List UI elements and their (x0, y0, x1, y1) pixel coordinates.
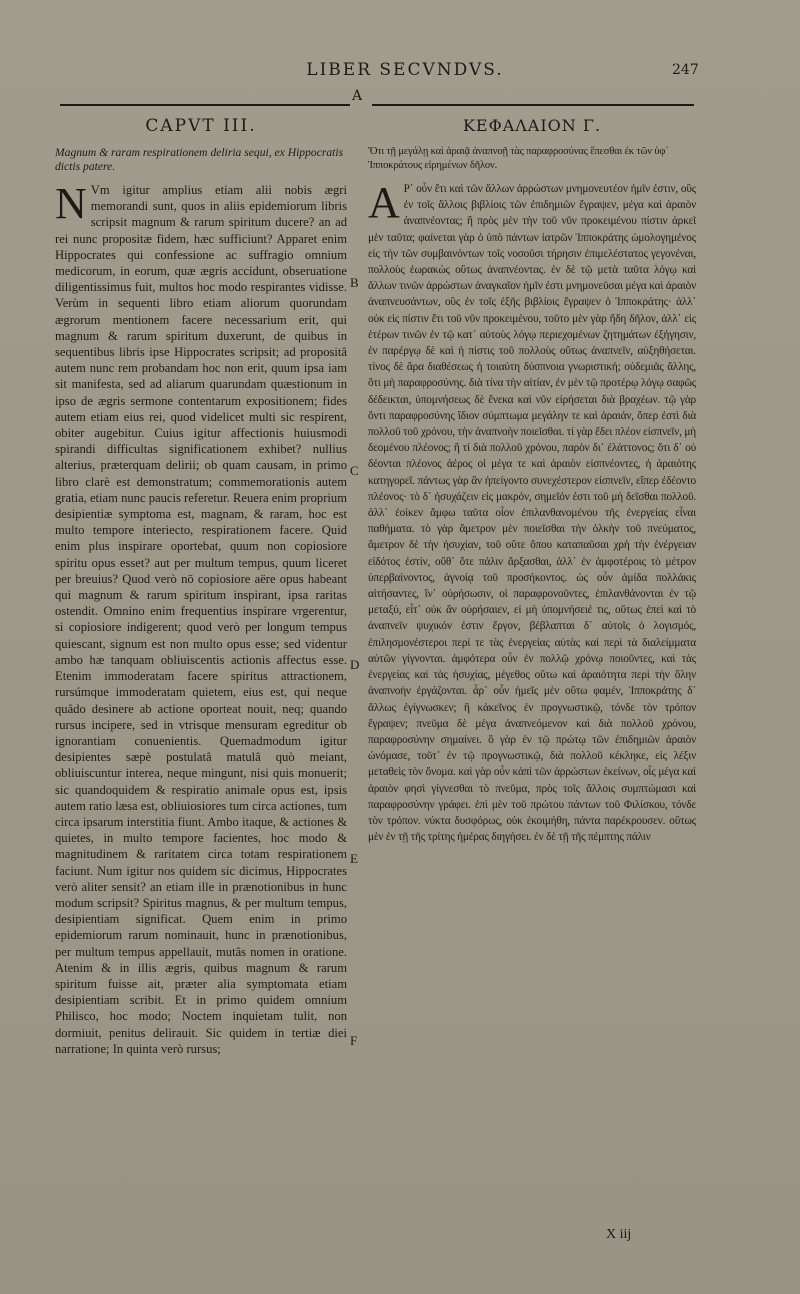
page-number: 247 (672, 62, 699, 78)
latin-chapter-summary: Magnum & raram respirationem deliria sequi, ex Hippocratis dictis patere. (55, 146, 344, 173)
signature-mark: X iij (606, 1227, 632, 1242)
section-letter: A (352, 88, 363, 104)
greek-chapter-summary: Ὅτι τῇ μεγάλῃ καὶ ἀραιᾷ ἀναπνοῇ τὰς παραφροσύνας ἕπεσθαι ἐκ τῶν ὑφ᾽ Ἱπποκράτους εἰρημένων δῆλον. (368, 146, 669, 171)
header-rule-left (60, 104, 350, 106)
header-rule-right (372, 104, 694, 106)
greek-dropcap: Α (368, 178, 400, 227)
latin-body-text (55, 179, 347, 1057)
greek-column (368, 112, 696, 1222)
latin-column (55, 112, 347, 1222)
margin-letter-e: E (350, 851, 358, 866)
running-title: LIBER SECVNDVS. (306, 60, 504, 80)
margin-letter-c: C (350, 463, 359, 478)
latin-body: Vm igitur amplius etiam alii nobis ægri memorandi sunt, quos in aliis epidemiorum libris scripsit magnum & rarum spiritum ducere? an ad rei nunc propositæ fidem, hæc sufficiunt? Apparet enim Hippocrates qui confessione ac suffragio omnium medicorum, in eorum, quæ ægris accidunt, obseruatione diligentissimus fuit, multos hoc modo respirantes vidisse. Verùm in sequenti libro etiam aliorum quorundam ægrorum mentionem facere necessarium erit, qui magnum & rarum spiritum duxerunt, de quibus in sequentibus libris ipse Hippocrates scripsit; ad propositâ autem nunc rem probandam hoc non erit, quum ipsa iam sit manifesta, sed ad aliarum quarundam quæstionum in ipso de ægris sermone contentarum expositionem; fides autem etiam eius rei, quod videlicet multi sic respirent, obiter augebitur. Cuius igitur affectionis huiusmodi spirandi difficultas significationem exhibet? nullius alterius, præterquam delirii; ob quam causam, in primo libro clarè est demonstratum; commemorationis autem gratia, etiam nunc paucis referetur. Reuera enim proprium desipientiæ symptoma est, magnam, & raram, hoc est multo tempore interiecto, respirationem facere. Quid enim plus inspirare oportebat, quum non copiosiore spiritu opus esset? aut per multum tempus, quum liceret per breuius? Quod verò nō copiosiore aëre opus habeant qui magnum & rarum spiritum inspirant, ipsa raritas ostendit. Omnino enim frequentius inspirare vrgerentur, si copiosiore indigerent; quod verò per longum tempus quiescant, signum est non multo opus esse; sed videntur ambo hæ tanquam obliuiscentis actionis affectus esse. Etenim immoderatam facere spiritus attractionem, rursúmque immoderatam quietem, eius est, qui neque quâdo desinere ab actione oporteat nouit, neq; quando rursus incipere, sed in vtrisque mensuram egreditur ob ignorantiam conuenientis. Quemadmodum igitur desipientes sæpè postulatâ matulâ quò meiant, obliuiscuntur interea, neque mingunt, nisi quis monuerit; sic quandoquidem & respiratio animale opus est, ipsis autem ratio læsa est, obliuiosiores tum circa actiones, tum circa ipsarum interstitia fiunt. Ambo itaque, & actiones & quietes, in multo tempore facientes, hoc modo & magnitudinem & raritatem circa totam respirationem faciunt. Num igitur nos quidem sic dicimus, Hippocrates verò aliter sensit? an etiam ille in prænotionibus in hunc modum scripsit? Spiritus magnus, & per multum tempus, desipientiam significat. Quem enim in primo epidemiorum rarum nominauit, hunc in prænotionibus, per multum tempus appellauit, mutâs nomen in oratione. Atenim & in illis ægris, quibus magnum & rarum spiritum fuisse ait, præter alia symptomata etiam desipientiam scribit. Et in primo quidem omnium Philisco, hoc modo; Noctem inquietam tulit, non dormiuit, penitus delirauit. Sic quidem in tertiæ diei narratione; In quinta verò rursus; (55, 183, 347, 1056)
margin-letter-f: F (350, 1033, 358, 1048)
greek-body-text (368, 178, 696, 845)
margin-letter-d: D (350, 657, 360, 672)
latin-dropcap: N (55, 179, 87, 228)
greek-chapter-title: ΚΕΦΑΛΑΙΟΝ Γ. (462, 116, 602, 135)
margin-letter-b: B (350, 275, 359, 290)
greek-body: Ρ᾽ οὖν ἔτι καὶ τῶν ἄλλων ἀρρώστων μνημονευτέον ἡμῖν ἐστιν, οὓς ἐν τοῖς ἄλλοις βιβλίοις τῶν ἐπιδημιῶν ἔγραψεν, μέγα καὶ ἀραιὸν ἀναπνέοντας; ἢ πρὸς μὲν τὴν τοῦ νῦν προκειμένου πίστιν ἀρκεῖ μὲν ταῦτα; φαίνεται γὰρ ὁ ὑπὸ πάντων ἰατρῶν Ἱπποκράτης ὡμολογημένος εἰς τὴν τῶν συμβαινόντων τοῖς νοσοῦσι τήρησιν ἐπιμελέστατος γεγονέναι, πολλοὺς ἑωρακὼς οὕτως ἀναπνέοντας. ἐν δὲ τῷ μετὰ ταῦτα λόγῳ καὶ ἄλλων τινῶν ἀρρώστων ἀναγκαῖον ἡμῖν ἐστι μνημονεῦσαι μέγα καὶ ἀραιὸν ἀναπνευσάντων, οὓς ἐν τοῖς ἑξῆς βιβλίοις ἔγραψεν ὁ Ἱπποκράτης· ἀλλ᾽ οὐκ εἰς πίστιν ἔτι τοῦ νῦν προκειμένου, τοῦτο μὲν γὰρ ἤδη δῆλον, ἀλλ᾽ εἰς ἑτέρων τινῶν ἐν τῷ κατ᾽ αὐτοὺς λόγῳ περιεχομένων ζητημάτων ἐξήγησιν, ἐν παρέργῳ δὲ καὶ ἡ πίστις τοῦ πολλοὺς οὕτως ἀναπνεῖν, αὐξηθήσεται. τίνος δὲ ἄρα διαθέσεως ἡ τοιαύτη δύσπνοια γνωριστική; οὐδεμιᾶς ἄλλης, ὅτι μὴ παραφροσύνης. διὰ τίνα τὴν αἰτίαν, ἐν μὲν τῷ προτέρῳ λόγῳ σαφῶς δέδεικται, ὑπομνήσεως δὲ ἕνεκα καὶ νῦν εἰρήσεται διὰ βραχέων. τῷ γὰρ ὄντι παραφροσύνης ἴδιον σύμπτωμα μεγάλην τε καὶ ἀραιάν, ὅπερ ἐστὶ διὰ πολλοῦ τοῦ χρόνου, τὴν ἀναπνοὴν ποιεῖσθαι. τί γὰρ ἔδει πλέον εἰσπνεῖν, μὴ δεομένου πλέονος; ἢ τί διὰ πολλοῦ χρόνου, παρὸν δι᾽ ἐλάττονος; ὅτι δ᾽ οὐ δέονται πλέονος ἀέρος οἱ μέγα τε καὶ ἀραιὸν εἰσπνέοντες, ἡ ἀραιότης κατηγορεῖ. πάντως γὰρ ἂν ἠπείγοντο συνεχέστερον εἰσπνεῖν, εἴπερ ἐδέοντο πλέονος· τὸ δ᾽ ἡσυχάζειν εἰς μακρόν, σημεῖόν ἐστι τοῦ μὴ δεῖσθαι πολλοῦ. ἀλλ᾽ ἐοίκεν ἄμφω ταῦτα οἷον ἐπιλανθανομένου τῆς ἐνεργείας εἶναι παθήματα. τὸ γὰρ ἄμετρον μὲν ποιεῖσθαι τὴν ὁλκὴν τοῦ πνεύματος, ἄμετρον δὲ τὴν ἡσυχίαν, τοῦ οὔτε ὅπου καταπαῦσαι χρὴ τὴν ἐνέργειαν εἰδότος ἐστίν, οὔθ᾽ ὅτε πάλιν ἄρξασθαι, ἀλλ᾽ ἐν ἀμφοτέροις τὸ μέτρον ὑπερβαίνοντος, ἀγνοίᾳ τοῦ προσήκοντος. ὡς οὖν ἀμίδα πολλάκις αἰτήσαντες, ἵν᾽ οὐρήσωσιν, οἱ παραφρονοῦντες, ἐπιλανθάνονται ἐν τῷ μεταξύ, εἶτ᾽ οὐκ ἂν οὐρήσαιεν, εἰ μὴ ὑπομνήσειέ τις, οὕτως ἐπεὶ καὶ τὸ ἀναπνεῖν ψυχικόν ἐστιν ἔργον, βέβλαπται δ᾽ αὐτοῖς ὁ λογισμός, ἐπιλησμονέστεροι περί τε τὰς ἐνεργείας αὐτὰς καὶ περὶ τὰ διαλείμματα αὐτῶν γίγνονται. ἀμφότερα οὖν ἐν πολλῷ χρόνῳ ποιοῦντες, καὶ τὰς ἐνεργείας καὶ τὰς ἡσυχίας, μέγεθος οὕτω καὶ ἀραιότητα περὶ τὴν ὅλην ἀναπνοὴν ἐργάζονται. ἆρ᾽ οὖν ἡμεῖς μὲν οὕτω φαμέν, Ἱπποκράτης δ᾽ ἄλλως ἐγίγνωσκεν; ἢ κἀκεῖνος ἐν προγνωστικῷ, τόνδε τὸν τρόπον ἔγραψεν; πνεῦμα δὲ μέγα ἀναπνεόμενον καὶ διὰ πολλοῦ χρόνου, παραφροσύνην σημαίνει. ὃ γὰρ ἐν τῷ πρώτῳ τῶν ἐπιδημιῶν ἀραιὸν ὠνόμασε, τοῦτ᾽ ἐν τῷ προγνωστικῷ, διὰ πολλοῦ κέκληκε, εἰς λέξιν μεταθεὶς τὸν ὄνομα. καὶ γὰρ οὖν κἀπὶ τῶν ἀρρώστων ἐκείνων, οἷς μέγα καὶ ἀραιὸν φησὶ γίγνεσθαι τὸ πνεῦμα, πρὸς τοῖς ἄλλοις συμπτώμασι καὶ παραφροσύνην γράφει. ἐπὶ μὲν τοῦ πρώτου πάντων τοῦ Φιλίσκου, τόνδε τὸν τρόπον. νύκτα δυσφόρως, οὐκ ἐκοιμήθη, πάντα παρέκρουσεν. οὕτως μὲν ἐν τῇ τῆς τρίτης ἡμέρας διηγήσει. ἐν δὲ τῇ τῆς πέμπτης πάλιν (368, 183, 696, 844)
latin-chapter-title: CAPVT III. (145, 116, 257, 136)
